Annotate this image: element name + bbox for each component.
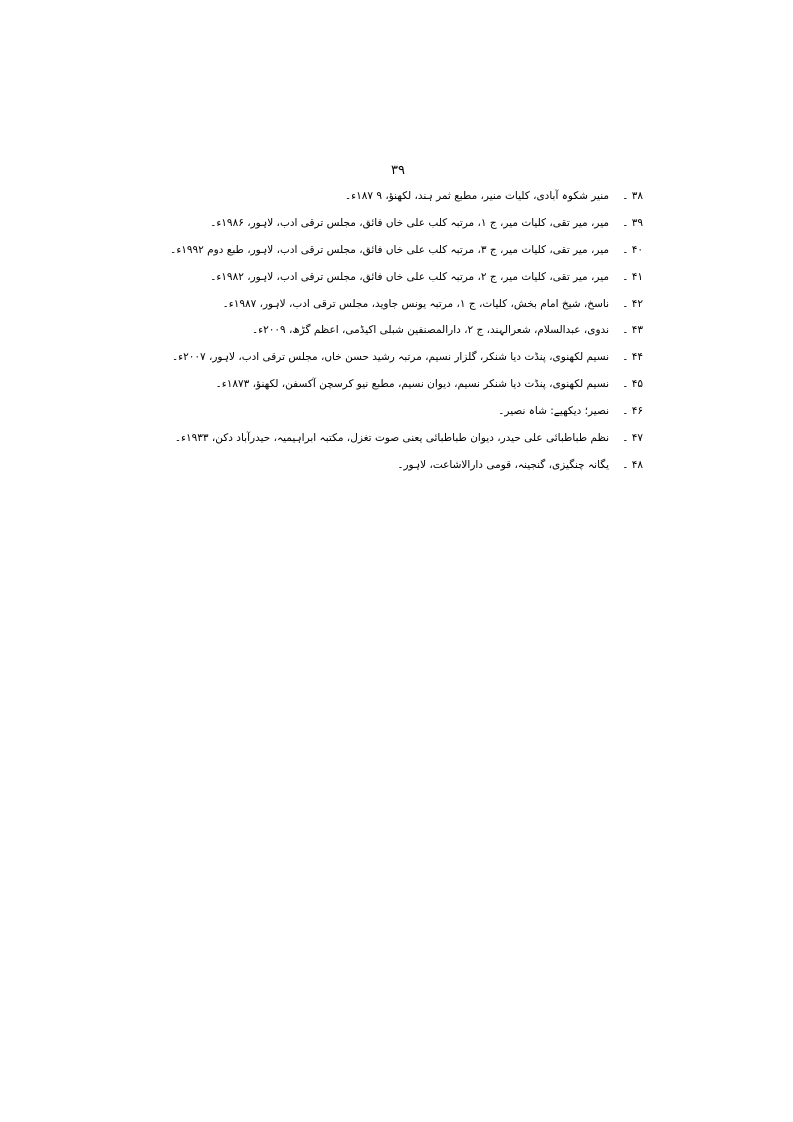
reference-text: میر، میر تقی، کلیات میر، ج ۳، مرتبہ کلب علی خاں فائق، مجلس ترقی ادب، لاہور، طبع دوم ۱۹۹۲ء۔ bbox=[170, 243, 609, 256]
reference-text: نظم طباطبائی علی حیدر، دیوان طباطبائی یعنی صوت تغزل، مکتبہ ابراہیمیہ، حیدرآباد دکن، ۱۹۳۳ء۔ bbox=[174, 432, 609, 445]
reference-item bbox=[215, 371, 643, 398]
reference-number: ۴۶ ۔ bbox=[622, 405, 643, 418]
references-list bbox=[170, 183, 643, 479]
reference-text: نسیم لکھنوی، پنڈت دیا شنکر نسیم، دیوان نسیم، مطبع نیو کرسچن آکسفن، لکھنؤ، ۱۸۷۳ء۔ bbox=[215, 378, 609, 391]
reference-number: ۴۵ ۔ bbox=[622, 378, 643, 391]
reference-item bbox=[210, 264, 643, 291]
reference-item bbox=[170, 237, 643, 264]
reference-item bbox=[273, 398, 643, 425]
reference-number: ۴۳ ۔ bbox=[622, 324, 643, 337]
reference-text: یگانہ چنگیزی، گنجینہ، قومی دارالاشاعت، لاہور۔ bbox=[397, 458, 609, 471]
reference-number: ۴۲ ۔ bbox=[622, 297, 643, 310]
reference-number: ۴۸ ۔ bbox=[622, 458, 643, 471]
reference-item bbox=[210, 210, 643, 237]
reference-text: منیر شکوہ آبادی، کلیات منیر، مطبع ثمر ہند، لکھنؤ، ۹ ۱۸۷ء۔ bbox=[345, 190, 609, 202]
reference-item bbox=[273, 452, 643, 479]
reference-number: ۴۴ ۔ bbox=[622, 351, 643, 364]
reference-text: نصیر؛ دیکھیے: شاہ نصیر۔ bbox=[498, 405, 609, 418]
reference-item bbox=[273, 183, 643, 210]
reference-item bbox=[252, 317, 643, 344]
reference-text: ندوی، عبدالسلام، شعرالہند، ج ۲، دارالمصنفین شبلی اکیڈمی، اعظم گڑھ، ۲۰۰۹ء۔ bbox=[252, 324, 609, 337]
reference-item bbox=[171, 344, 643, 371]
reference-number: ۴۱ ۔ bbox=[622, 270, 643, 283]
reference-text: میر، میر تقی، کلیات میر، ج ۱، مرتبہ کلب علی خاں فائق، مجلس ترقی ادب، لاہور، ۱۹۸۶ء۔ bbox=[210, 216, 609, 229]
reference-text: میر، میر تقی، کلیات میر، ج ۲، مرتبہ کلب علی خاں فائق، مجلس ترقی ادب، لاہور، ۱۹۸۲ء۔ bbox=[210, 270, 609, 283]
reference-number: ۴۷ ۔ bbox=[622, 432, 643, 445]
reference-text: نسیم لکھنوی، پنڈت دیا شنکر، گلزار نسیم، مرتبہ رشید حسن خاں، مجلس ترقی ادب، لاہور، ۲۰۰۷ء۔ bbox=[171, 351, 609, 364]
reference-item bbox=[222, 291, 643, 318]
reference-text: ناسخ، شیخ امام بخش، کلیات، ج ۱، مرتبہ یونس جاوید، مجلس ترقی ادب، لاہور، ۱۹۸۷ء۔ bbox=[222, 297, 609, 310]
reference-number: ۳۸ ۔ bbox=[622, 190, 643, 202]
reference-item bbox=[174, 425, 643, 452]
reference-number: ۳۹ ۔ bbox=[622, 216, 643, 229]
reference-number: ۴۰ ۔ bbox=[622, 243, 643, 256]
page-number: ۳۹ bbox=[391, 163, 405, 178]
